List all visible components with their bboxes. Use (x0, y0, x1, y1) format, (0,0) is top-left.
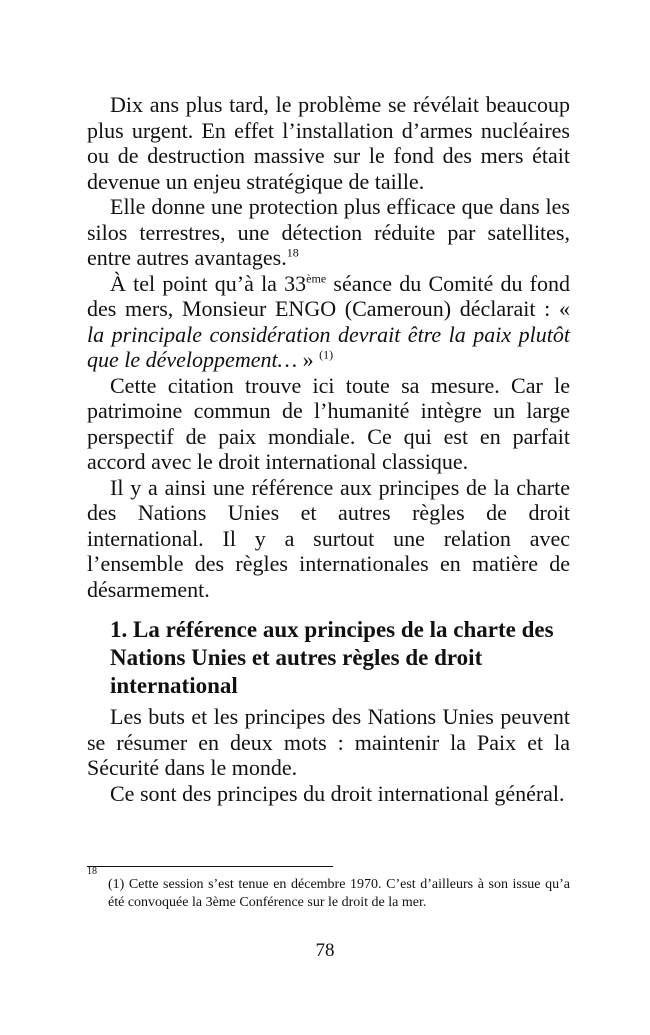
footnote-reference-18: 18 (286, 245, 299, 260)
paragraph-3-middle: séance du Comité du fond des mers, Monsieur ENGO (Cameroun) déclarait : « (87, 270, 570, 321)
section-heading: 1. La référence aux principes de la charte des Nations Unies et autres règles de droit international (110, 617, 554, 698)
ordinal-superscript: ème (306, 271, 327, 286)
quotation: la principale considération devrait être la paix plutôt que le développement… (87, 321, 570, 372)
paragraph-2-text: Elle donne une protection plus efficace que dans les silos terrestres, une détection réduite par satellites, entre autres avantages. (87, 194, 570, 270)
footnote: 18 (1) Cette session s’est tenue en décembre 1970. C’est d’ailleurs à son issue qu’a été convoquée la 3ème Conférence sur le droit de la mer. (87, 866, 570, 910)
paragraph-6: Les buts et les principes des Nations Unies peuvent se résumer en deux mots : maintenir la Paix et la Sécurité dans le monde. (87, 704, 570, 780)
paragraph-7: Ce sont des principes du droit international général. (110, 780, 565, 806)
body-text (87, 92, 570, 806)
page-number: 78 (315, 940, 335, 961)
note-reference-1: (1) (319, 347, 334, 362)
paragraph-2 (87, 194, 570, 271)
paragraph-1: Dix ans plus tard, le problème se révélait beaucoup plus urgent. En effet l’installation d’armes nucléaires ou de destruction massive sur le fond des mers était devenue un enjeu stratégique de taille. (87, 92, 570, 194)
paragraph-3-start: À tel point qu’à la 33 (110, 270, 307, 296)
paragraph-4: Cette citation trouve ici toute sa mesure. Car le patrimoine commun de l’humanité intègre un large perspectif de paix mondiale. Ce qui est en parfait accord avec le droit international classique. (87, 372, 570, 474)
footnote-separator (87, 866, 333, 867)
paragraph-3 (87, 271, 570, 373)
footnote-text: (1) Cette session s’est tenue en décembre 1970. C’est d’ailleurs à son issue qu’a été convoquée la 3ème Conférence sur le droit de la mer. (108, 877, 570, 910)
paragraph-3-end: » (297, 347, 320, 372)
paragraph-5: Il y a ainsi une référence aux principes de la charte des Nations Unies et autres règles de droit international. Il y a surtout une relation avec l’ensemble des règles internationales en matière de désarmement. (87, 474, 570, 602)
